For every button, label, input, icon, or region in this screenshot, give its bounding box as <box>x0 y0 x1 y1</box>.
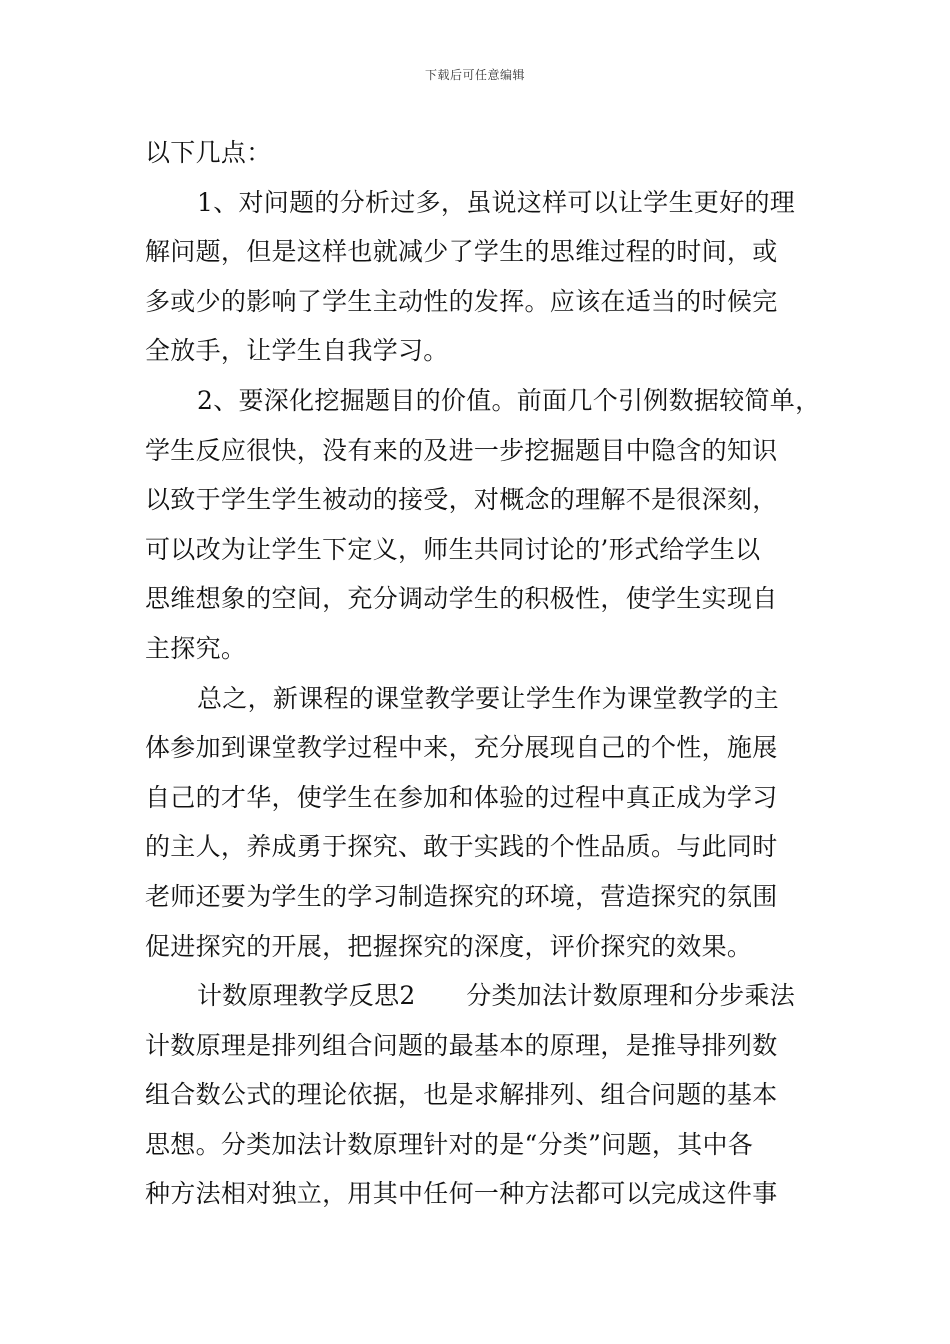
text-line: 促进探究的开展，把握探究的深度，评价探究的效果。 <box>145 931 753 961</box>
text-line: 学生反应很快，没有来的及进一步挖掘题目中隐含的知识 <box>145 435 778 465</box>
text-line: 自己的才华，使学生在参加和体验的过程中真正成为学习 <box>145 782 778 812</box>
text-line: 以下几点： <box>145 138 272 167</box>
text-line: 1、对问题的分析过多，虽说这样可以让学生更好的理 <box>197 187 796 217</box>
text-line: 种方法相对独立，用其中任何一种方法都可以完成这件事 <box>145 1179 778 1209</box>
text-line: 体参加到课堂教学过程中来，充分展现自己的个性，施展 <box>145 733 778 763</box>
text-line: 解问题，但是这样也就减少了学生的思维过程的时间，或 <box>145 237 778 267</box>
text-line: 2、要深化挖掘题目的价值。前面几个引例数据较简单， <box>197 385 821 415</box>
text-line: 以致于学生学生被动的接受，对概念的理解不是很深刻， <box>145 485 778 515</box>
text-line: 老师还要为学生的学习制造探究的环境，营造探究的氛围 <box>145 881 778 911</box>
text-line: 思想。分类加法计数原理针对的是“分类”问题，其中各 <box>145 1129 754 1159</box>
text-line: 的主人，养成勇于探究、敢于实践的个性品质。与此同时 <box>145 832 778 862</box>
text-line: 计数原理教学反思2 分类加法计数原理和分步乘法 <box>197 981 796 1011</box>
page-header-note: 下载后可任意编辑 <box>424 68 525 82</box>
text-line: 可以改为让学生下定义，师生共同讨论的’形式给学生以 <box>145 534 761 564</box>
text-line: 总之，新课程的课堂教学要让学生作为课堂教学的主 <box>197 683 779 713</box>
text-line: 多或少的影响了学生主动性的发挥。应该在适当的时候完 <box>145 286 778 316</box>
text-line: 全放手，让学生自我学习。 <box>145 336 449 366</box>
text-line: 思维想象的空间，充分调动学生的积极性，使学生实现自 <box>145 584 778 614</box>
text-line: 主探究。 <box>145 633 247 663</box>
body-text <box>145 128 821 1219</box>
text-line: 组合数公式的理论依据，也是求解排列、组合问题的基本 <box>145 1080 778 1110</box>
text-line: 计数原理是排列组合问题的最基本的原理，是推导排列数 <box>145 1030 778 1060</box>
